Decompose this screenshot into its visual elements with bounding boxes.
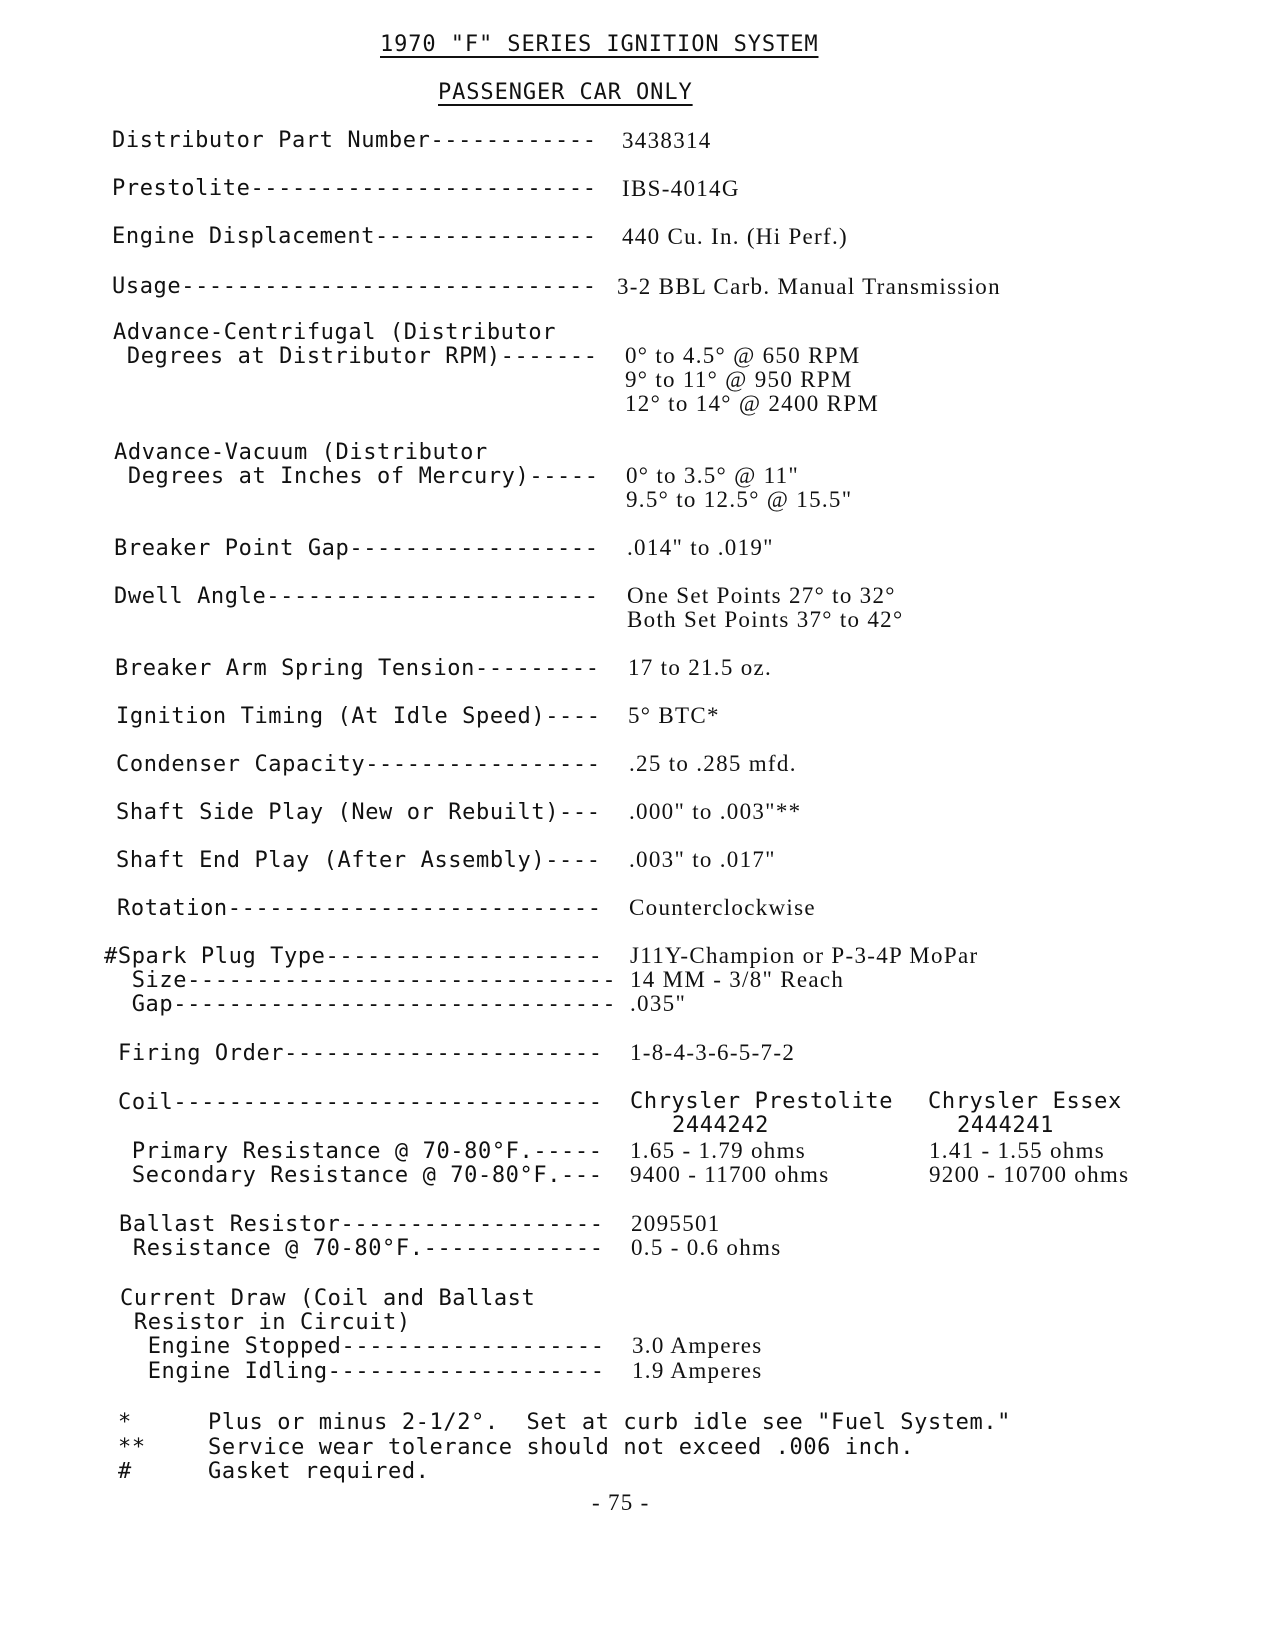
value-spark-plug-size: 14 MM - 3/8" Reach [630,967,845,992]
label-dwell: Dwell Angle------------------------ [114,584,599,609]
value-spark-plug-gap: .035" [630,991,687,1016]
label-prestolite: Prestolite------------------------- [112,176,597,201]
value-adv-centrifugal-2: 9° to 11° @ 950 RPM [625,367,853,392]
label-current-idling: Engine Idling-------------------- [120,1359,605,1384]
label-coil: Coil------------------------------- [118,1090,603,1115]
label-coil-primary: Primary Resistance @ 70-80°F.----- [118,1139,603,1164]
value-spark-plug-type: J11Y-Champion or P-3-4P MoPar [630,943,979,968]
label-end-play: Shaft End Play (After Assembly)---- [116,848,601,873]
value-rotation: Counterclockwise [629,895,816,920]
footnote-text: Gasket required. [208,1459,430,1484]
label-condenser: Condenser Capacity----------------- [116,752,601,777]
value-coil-col2-part: 2444241 [957,1113,1054,1138]
page-subtitle: PASSENGER CAR ONLY [438,80,693,105]
value-coil-col1-name: Chrysler Prestolite [630,1089,894,1114]
label-current-stopped: Engine Stopped------------------- [120,1334,605,1359]
value-condenser: .25 to .285 mfd. [629,751,797,776]
label-spark-plug-size: Size------------------------------- [104,968,617,993]
value-coil-primary-col1: 1.65 - 1.79 ohms [630,1138,807,1163]
value-current-stopped: 3.0 Amperes [632,1333,763,1358]
value-displacement: 440 Cu. In. (Hi Perf.) [622,224,848,249]
label-ballast-resistance: Resistance @ 70-80°F.------------- [119,1236,604,1261]
value-spring: 17 to 21.5 oz. [628,655,773,680]
value-coil-secondary-col2: 9200 - 10700 ohms [929,1162,1130,1187]
footnote [118,1410,1011,1435]
label-adv-centrifugal-1: Advance-Centrifugal (Distributor [113,320,557,345]
value-adv-vacuum-1: 0° to 3.5° @ 11" [626,463,800,488]
page-number: - 75 - [592,1490,650,1515]
value-ballast: 2095501 [631,1211,721,1236]
footnote-text: Service wear tolerance should not exceed .006 inch. [208,1435,915,1460]
page-title: 1970 "F" SERIES IGNITION SYSTEM [380,32,819,57]
value-distributor: 3438314 [622,128,712,153]
label-rotation: Rotation--------------------------- [117,896,602,921]
label-coil-secondary: Secondary Resistance @ 70-80°F.--- [118,1163,603,1188]
footnote [118,1435,914,1460]
value-point-gap: .014" to .019" [627,535,774,560]
value-coil-secondary-col1: 9400 - 11700 ohms [630,1162,830,1187]
label-adv-vacuum-1: Advance-Vacuum (Distributor [114,440,488,465]
label-side-play: Shaft Side Play (New or Rebuilt)--- [116,800,601,825]
label-firing: Firing Order----------------------- [118,1041,603,1066]
value-coil-primary-col2: 1.41 - 1.55 ohms [929,1138,1106,1163]
label-spark-plug-type: #Spark Plug Type-------------------- [104,944,603,969]
value-usage: 3-2 BBL Carb. Manual Transmission [617,274,1001,299]
label-spark-plug-gap: Gap-------------------------------- [104,992,617,1017]
value-dwell-1: One Set Points 27° to 32° [627,583,896,608]
label-ballast: Ballast Resistor------------------- [119,1212,604,1237]
value-side-play: .000" to .003"** [629,799,802,824]
value-coil-col1-part: 2444242 [672,1113,769,1138]
footnote-symbol: * [118,1410,132,1435]
value-adv-vacuum-2: 9.5° to 12.5° @ 15.5" [626,487,853,512]
label-usage: Usage------------------------------ [112,274,597,299]
footnote-symbol: # [118,1459,132,1484]
label-timing: Ignition Timing (At Idle Speed)---- [116,704,601,729]
value-dwell-2: Both Set Points 37° to 42° [627,607,904,632]
value-current-idling: 1.9 Amperes [632,1358,763,1383]
label-displacement: Engine Displacement---------------- [112,224,597,249]
label-spring: Breaker Arm Spring Tension--------- [115,656,600,681]
value-adv-centrifugal-1: 0° to 4.5° @ 650 RPM [625,343,861,368]
label-current-2: Resistor in Circuit) [120,1310,411,1335]
value-end-play: .003" to .017" [629,847,776,872]
label-point-gap: Breaker Point Gap------------------ [114,536,599,561]
label-distributor: Distributor Part Number------------ [112,128,597,153]
value-coil-col2-name: Chrysler Essex [928,1089,1122,1114]
footnote [118,1459,430,1484]
value-firing: 1-8-4-3-6-5-7-2 [630,1040,796,1065]
label-adv-vacuum-2: Degrees at Inches of Mercury)----- [114,464,599,489]
label-current-1: Current Draw (Coil and Ballast [120,1286,536,1311]
footnote-symbol: ** [118,1435,146,1460]
value-prestolite: IBS-4014G [622,176,740,201]
footnote-text: Plus or minus 2-1/2°. Set at curb idle see "Fuel System." [208,1410,1012,1435]
value-ballast-resistance: 0.5 - 0.6 ohms [631,1235,782,1260]
value-adv-centrifugal-3: 12° to 14° @ 2400 RPM [625,391,880,416]
label-adv-centrifugal-2: Degrees at Distributor RPM)------- [113,344,598,369]
value-timing: 5° BTC* [628,703,720,728]
